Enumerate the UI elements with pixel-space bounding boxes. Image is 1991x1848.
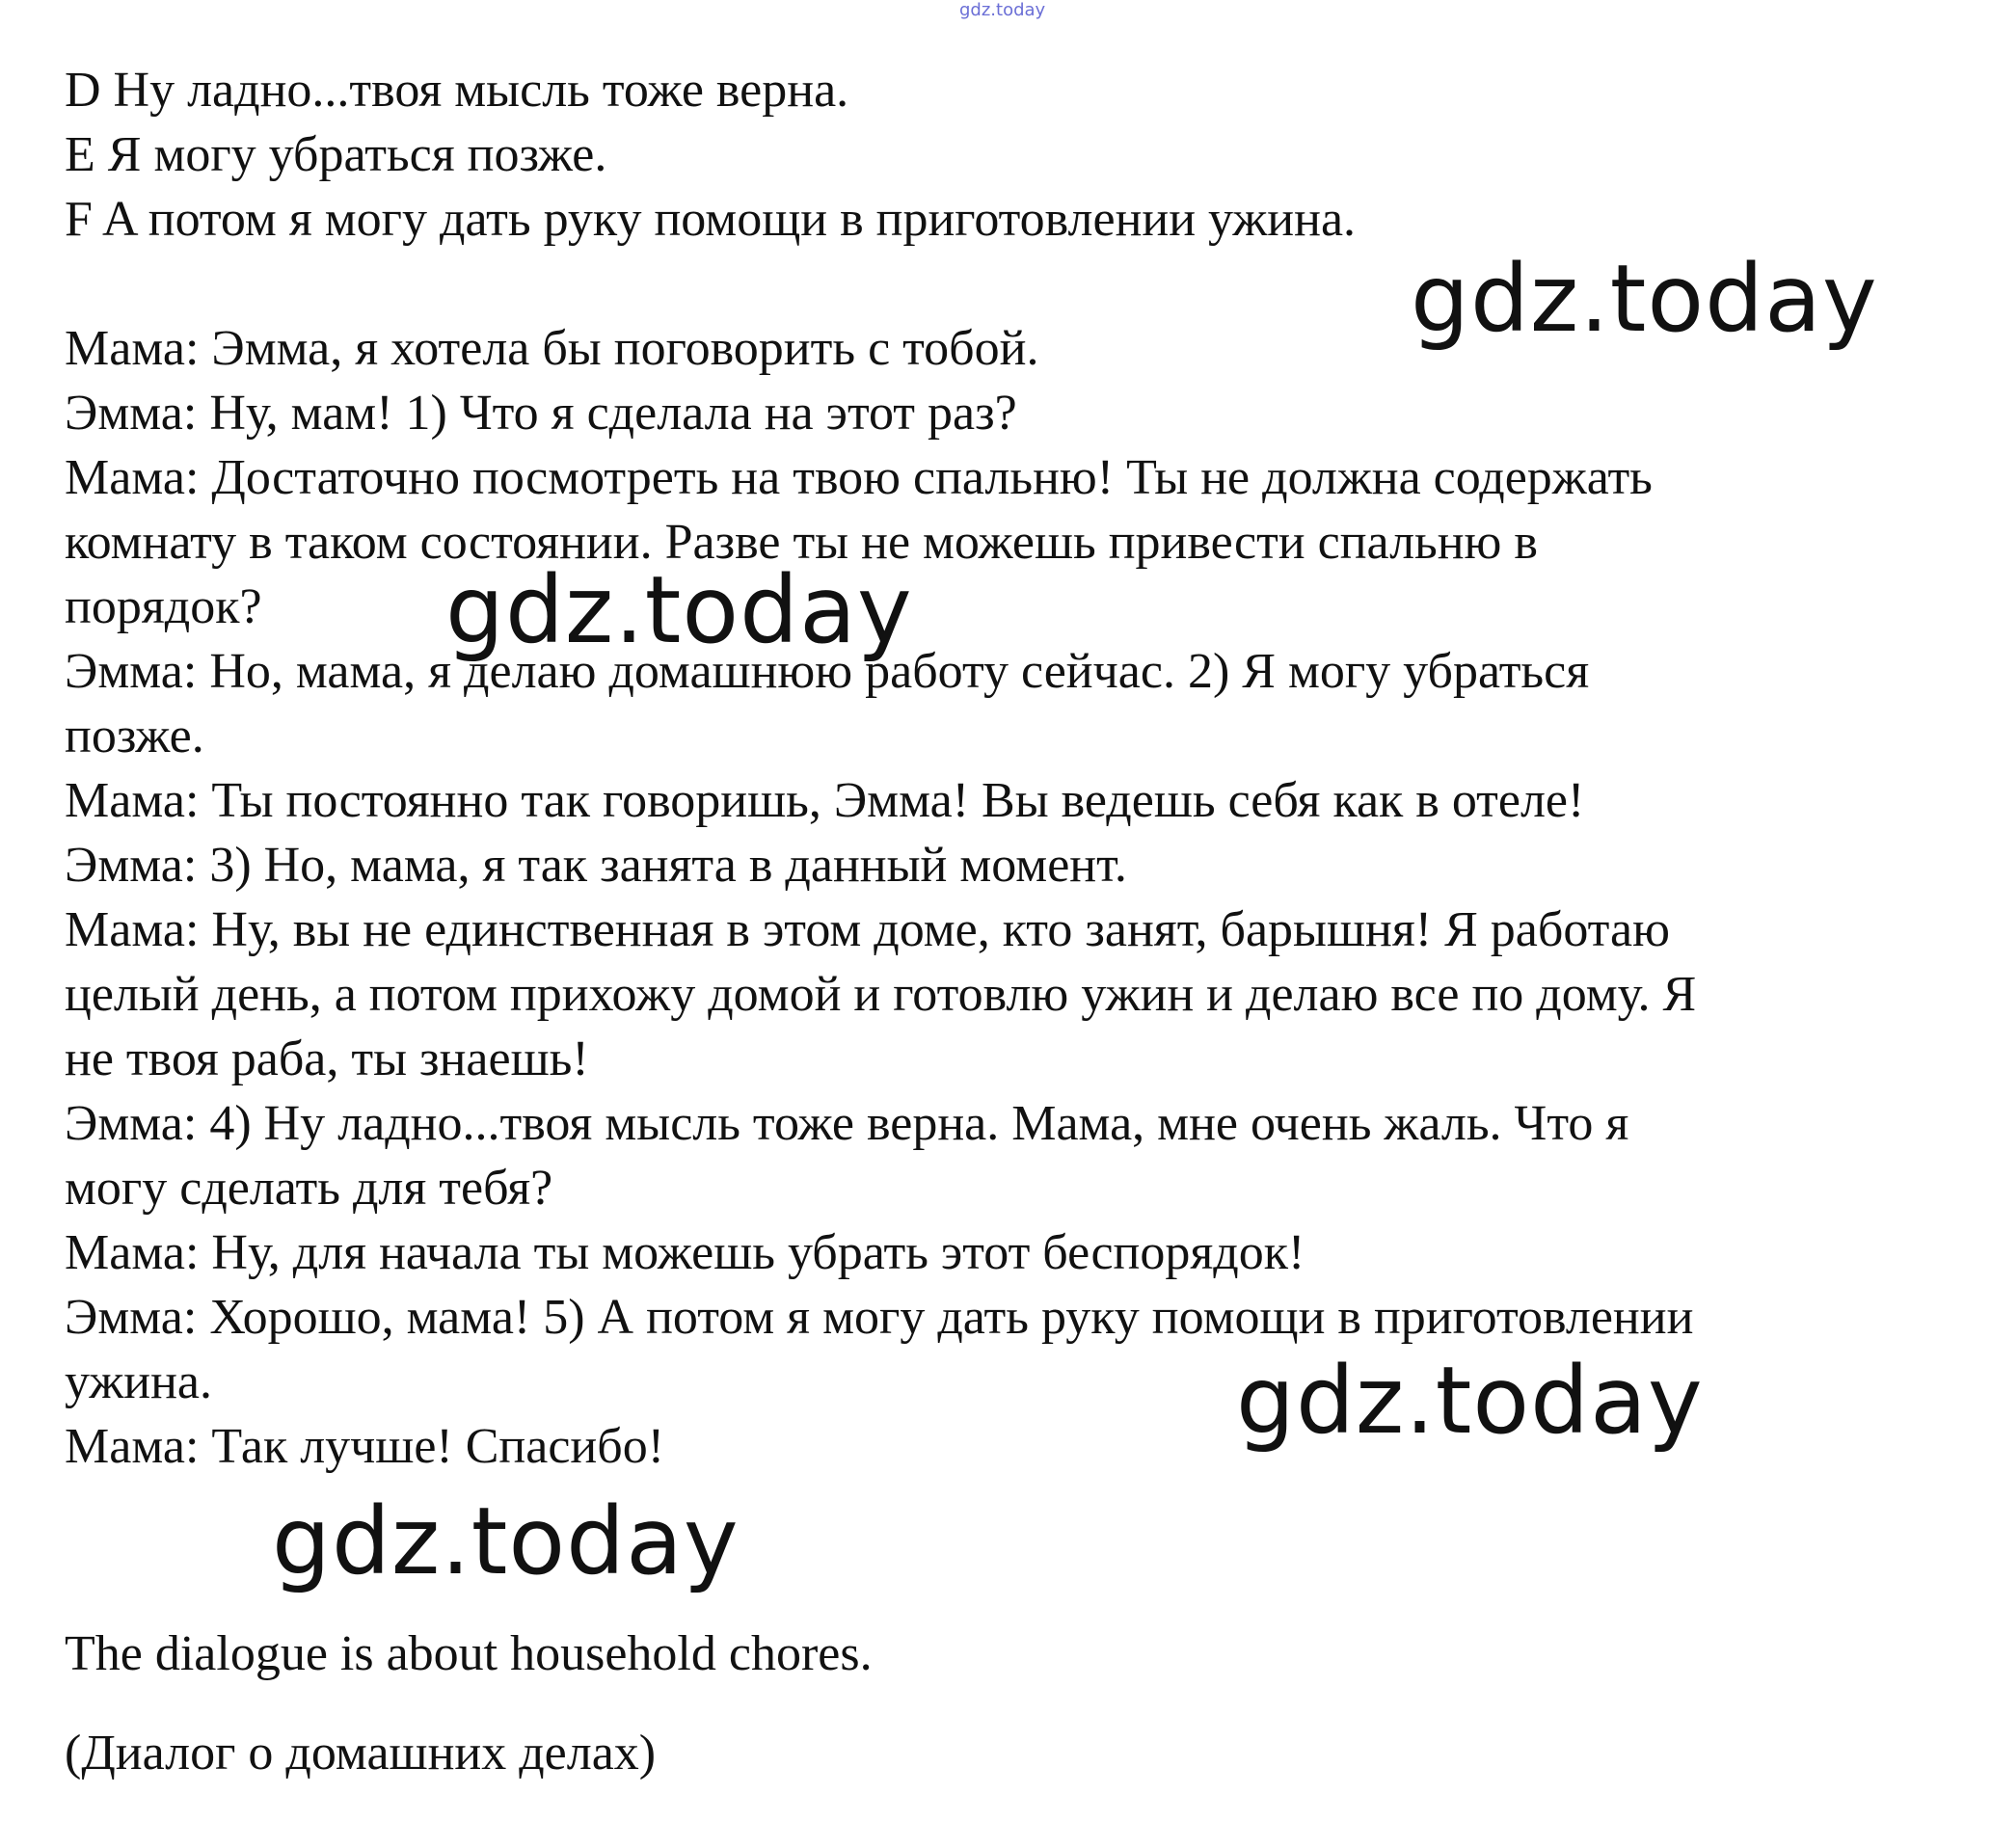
watermark-text: gdz.today: [272, 1487, 740, 1595]
dialogue-line: Мама: Достаточно посмотреть на твою спальню! Ты не должна содержать: [65, 450, 1653, 505]
dialogue-line: комнату в таком состоянии. Разве ты не можешь привести спальню в: [65, 515, 1538, 570]
dialogue-line: Мама: Ты постоянно так говоришь, Эмма! Вы ведешь себя как в отеле!: [65, 773, 1585, 828]
dialogue-line: Эмма: 4) Ну ладно...твоя мысль тоже верна. Мама, мне очень жаль. Что я: [65, 1096, 1629, 1151]
site-mark: gdz.today: [959, 0, 1046, 20]
dialogue-line: порядок?: [65, 579, 262, 634]
dialogue-line: Мама: Ну, вы не единственная в этом доме, кто занят, барышня! Я работаю: [65, 902, 1670, 957]
summary-russian: (Диалог о домашних делах): [65, 1726, 657, 1781]
dialogue-line: ужина.: [65, 1354, 212, 1409]
answer-option-f: F A потом я могу дать руку помощи в приготовлении ужина.: [65, 192, 1357, 247]
dialogue-line: Эмма: Ну, мам! 1) Что я сделала на этот раз?: [65, 386, 1017, 441]
dialogue-line: Эмма: Хорошо, мама! 5) А потом я могу дать руку помощи в приготовлении: [65, 1290, 1694, 1345]
dialogue-line: позже.: [65, 709, 204, 763]
watermark-text: gdz.today: [1411, 245, 1878, 353]
answer-option-e: E Я могу убраться позже.: [65, 127, 607, 182]
dialogue-line: Мама: Эмма, я хотела бы поговорить с тобой.: [65, 321, 1039, 376]
dialogue-line: целый день, а потом прихожу домой и готовлю ужин и делаю все по дому. Я: [65, 967, 1697, 1022]
summary-english: The dialogue is about household chores.: [65, 1626, 873, 1681]
dialogue-line: могу сделать для тебя?: [65, 1161, 553, 1216]
dialogue-line: Эмма: 3) Но, мама, я так занята в данный момент.: [65, 838, 1127, 893]
watermark-text: gdz.today: [1236, 1347, 1704, 1455]
dialogue-line: Эмма: Но, мама, я делаю домашнюю работу сейчас. 2) Я могу убраться: [65, 644, 1590, 699]
dialogue-line: не твоя раба, ты знаешь!: [65, 1031, 589, 1086]
dialogue-line: Мама: Так лучше! Спасибо!: [65, 1419, 665, 1474]
watermark-text: gdz.today: [445, 556, 913, 664]
dialogue-line: Мама: Ну, для начала ты можешь убрать этот беспорядок!: [65, 1225, 1305, 1280]
answer-option-d: D Ну ладно...твоя мысль тоже верна.: [65, 63, 849, 118]
